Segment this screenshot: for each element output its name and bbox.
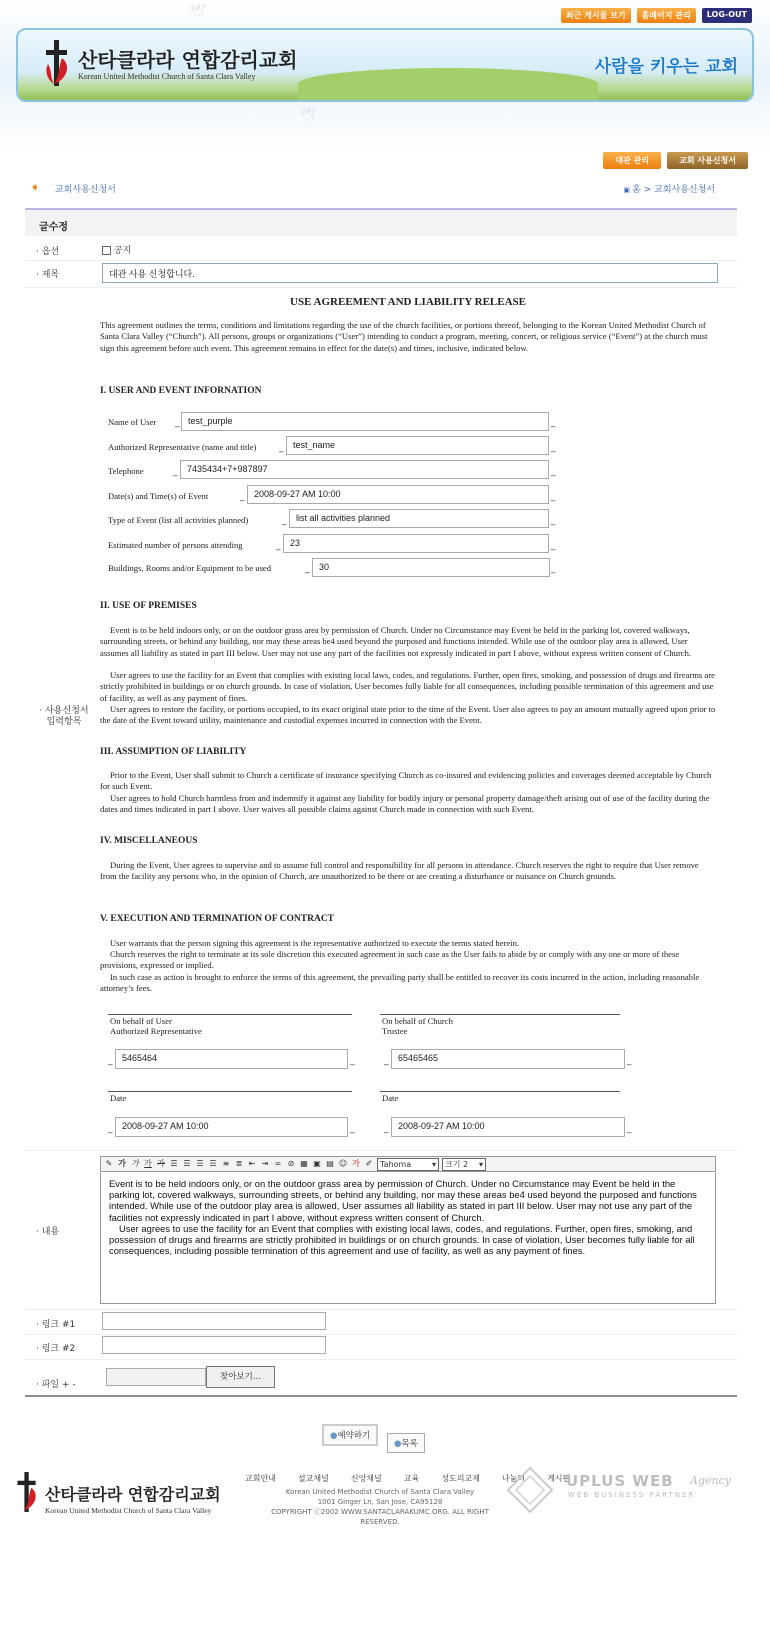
section-1-heading: I. USER AND EVENT INFORNATION [100,386,262,396]
site-admin-button[interactable]: 홈페이지 관리 [637,8,696,23]
align-justify-icon[interactable]: ☰ [209,1159,217,1168]
dash: _ [279,443,284,453]
footer-copyright: COPYRIGHT ⓒ2002 WWW.SANTACLARAKUMC.ORG. ALL RIGHT RESERVED. [271,1508,489,1526]
church-signature-input[interactable]: 65465465 [391,1049,625,1069]
church-name-en: Korean United Methodist Church of Santa Clara Valley [78,72,256,81]
field-label-rep: Authorized Representative (name and title) [108,442,257,452]
section-5-heading: V. EXECUTION AND TERMINATION OF CONTRACT [100,914,335,924]
option-label: · 옵션 [36,247,60,257]
uplus-brand[interactable]: UPLUS WEB [566,1472,674,1490]
bullet-icon: ● [330,1431,338,1441]
bullet-list-icon[interactable]: ≣ [235,1159,243,1168]
media-icon[interactable]: ▤ [326,1159,334,1168]
dash: _ [240,492,245,502]
logout-button[interactable]: LOG-OUT [702,8,752,23]
divider [25,1334,737,1335]
chevron-down-icon: ▾ [478,1159,483,1169]
dash: _ [108,1124,113,1134]
notice-checkbox[interactable] [102,246,111,255]
section-3-heading: III. ASSUMPTION OF LIABILITY [100,747,247,757]
dash: _ [305,564,310,574]
agreement-title: USE AGREEMENT AND LIABILITY RELEASE [290,296,526,308]
image-icon[interactable]: ▣ [313,1159,321,1168]
font-select-value: Tahoma [380,1159,412,1169]
uplus-agency: Agency [690,1474,731,1487]
notice-option[interactable] [102,243,131,256]
dash: _ [384,1056,389,1066]
reserve-button-label: 예약하기 [337,1431,371,1441]
footer-link[interactable]: 게시판 [547,1474,571,1483]
representative-input[interactable]: test_name [286,436,549,455]
dash: _ [551,443,556,453]
file-label: · 파일 + - [36,1380,76,1390]
pencil-icon[interactable]: ✎ [105,1159,113,1168]
content-label: · 내용 [36,1227,60,1237]
footer-church-name-en: Korean United Methodist Church of Santa Clara Valley [45,1506,212,1515]
slogan: 사람을 키우는 교회 [594,57,738,77]
section-3-para-1: Prior to the Event, User shall submit to Church a certificate of insurance specifying Church as co-insured and evidencing policies and coverages deemed acceptable by Church for such Event. [100,770,712,792]
dash: _ [551,564,556,574]
size-select-value: 크기 2 [445,1159,469,1169]
footer-link[interactable]: 교육 [403,1474,420,1483]
dash: _ [627,1124,632,1134]
divider [25,1359,737,1360]
footer-link[interactable]: 성도의교제 [441,1474,480,1483]
breadcrumb-path[interactable] [623,182,715,195]
agreement-fields-label: · 사용신청서 입력항목 [39,706,89,727]
methodist-cross-flame-icon [42,38,72,88]
dove-icon: 🕊 [300,108,317,123]
dash: _ [276,541,281,551]
footer-link[interactable]: 설교채널 [297,1474,329,1483]
link1-label: · 링크 #1 [36,1320,76,1330]
footer-addr-line-2: 1001 Ginger Ln, San Jose, CA95128 [317,1498,443,1506]
sig-user-line-1: On behalf of User [110,1016,172,1026]
date-church-label: Date [382,1093,399,1103]
underline-icon[interactable]: 가 [144,1159,152,1168]
outdent-icon[interactable]: ⇤ [248,1159,256,1168]
browse-button[interactable]: 찾아보기... [206,1366,275,1388]
section-5-para-3: In such case as action is brought to enforce the terms of this agreement, the prevailing party shall be entitled to recover its costs incurred in the action, including reasonable attorney’s fees. [100,972,700,994]
footer-link[interactable]: 신앙채널 [350,1474,382,1483]
section-4-heading: IV. MISCELLANEOUS [100,836,198,846]
date-line-user [108,1091,352,1092]
font-color-icon[interactable]: 가 [352,1159,360,1168]
title-label: · 제목 [36,270,60,280]
user-signature-input[interactable]: 5465464 [115,1049,348,1069]
signature-user-label [110,1016,202,1036]
telephone-input[interactable]: 7435434+7+987897 [180,460,549,479]
footer-addr-line-1: Korean United Methodist Church of Santa Clara Valley [285,1488,475,1496]
section-4-para-1: During the Event, User agrees to supervise and to assume full control and responsibility for all persons in attendance. Church reserves the right to require that User remove from the facility any persons who, in the opinion of Church, are unauthorized to be there or are creating a disturbance or nuisance on Church grounds. [100,860,699,882]
divider [25,1150,737,1151]
user-name-input[interactable]: test_purple [181,412,549,431]
section-2-para-3: User agrees to restore the facility, or portions occupied, to its exact original state prior to the time of the Event. User also agrees to pay an amount mutually agreed upon prior to the date of the Event toward utility, maintenance and custodial expenses incurred in connection with the Event. [100,704,716,726]
divider [25,1309,737,1310]
font-select[interactable] [377,1158,439,1171]
sig-church-line-2: Trustee [382,1026,408,1036]
content-editor[interactable] [100,1173,716,1304]
field-label-name: Name of User [108,417,157,427]
section-2-para-1: Event is to be held indoors only, or on the outdoor grass area by permission of Church. Under no Circumstance may Event be held in the parking lot, covered walkways, surrounding streets, or behind any building, nor may these areas be4 used beyond the purposed and functions intended. While use of the outdoor play area is allowed, User assumes all liability as stated in part III below. User may not use any part of the facilities not expressly indicated in part I above, without express written consent of Church. [100,625,692,658]
sub-buttons [603,152,748,169]
persons-input[interactable]: 23 [283,534,549,553]
list-button-label: 목록 [401,1439,418,1449]
section-2-heading: II. USE OF PREMISES [100,601,197,611]
field-label-date: Date(s) and Time(s) of Event [108,491,209,501]
reserve-button[interactable] [322,1424,378,1446]
chevron-down-icon: ▾ [431,1159,436,1169]
dash: _ [350,1124,355,1134]
sig-church-line-1: On behalf of Church [382,1016,453,1026]
dash: _ [551,541,556,551]
event-date-input[interactable]: 2008-09-27 AM 10:00 [247,485,549,504]
form-header [25,208,737,236]
list-button[interactable] [387,1433,425,1453]
field-label-persons: Estimated number of persons attending [108,540,243,550]
footer-address [260,1487,500,1527]
link2-label: · 링크 #2 [36,1344,76,1354]
editor-toolbar [100,1156,716,1172]
align-left-icon[interactable]: ☰ [170,1159,178,1168]
hill-decoration [298,68,598,100]
dash: _ [173,467,178,477]
section-5-para-2: Church reserves the right to terminate at its sole discretion this executed agreement in such case as the User fails to abide by or comply with any one or more of these provisions, expressed or implied. [100,949,680,971]
unlink-icon[interactable]: ⊘ [287,1159,295,1168]
methodist-cross-flame-icon [14,1470,40,1514]
event-type-input[interactable]: list all activities planned [289,509,549,528]
italic-icon[interactable]: 가 [131,1159,139,1168]
dash: _ [175,418,180,428]
church-date-input[interactable]: 2008-09-27 AM 10:00 [391,1117,625,1137]
sig-user-line-2: Authorized Representative [110,1026,202,1036]
church-application-button[interactable]: 교회 사용신청서 [667,152,748,169]
form-header-title: 글수정 [39,222,68,233]
ordered-list-icon[interactable]: ≡ [222,1159,230,1168]
signature-church-label [382,1016,453,1036]
dash: _ [384,1124,389,1134]
agreement-intro: This agreement outlines the terms, conditions and limitations regarding the use of the church facilities, or portions thereof, belonging to the Korean United Methodist Church of Santa Clara Valley (“Church”). All persons, groups or organizations (“User”) intending to conduct a program, meeting, concert, or religious service (“Event”) at the church must sign this agreement before such event. This agreement remains in effect for the date(s) and times, inclusive, indicated below. [100,320,708,353]
link1-input[interactable] [102,1312,326,1330]
dash: _ [551,516,556,526]
field-label-buildings: Buildings, Rooms and/or Equipment to be used [108,563,272,573]
bold-icon[interactable]: 가 [118,1159,126,1168]
page-title: 교회사용신청서 [55,185,116,195]
breadcrumb [25,180,745,200]
form-bottom-border [25,1395,737,1397]
editor-paragraph-2: User agrees to use the facility for an Event that complies with existing local laws, codes, and regulations. Further, open fires, smoking, and possession of drugs and firearms are strictly prohibited in buildings or on church grounds. In case of violation, User becomes fully liable for all consequences, including possible termination of this agreement and use of facility, as well as any payment of fines. [109,1222,695,1257]
footer-church-name-ko: 산타클라라 연합감리교회 [45,1485,221,1504]
dash: _ [282,516,287,526]
home-icon: ▣ [623,186,633,194]
section-5-para-1: User warrants that the person signing this agreement is the representative authorized to execute the terms stated herein. [110,938,520,948]
indent-icon[interactable]: ⇥ [261,1159,269,1168]
dove-icon: 🕊 [190,4,207,19]
header-banner [16,28,754,102]
align-center-icon[interactable]: ☰ [183,1159,191,1168]
notice-label: 공지 [113,246,132,256]
uplus-emblem-icon [506,1466,554,1514]
section-3-para-2: User agrees to hold Church harmless from and indemnify it against any liability for bodily injury or personal property damage/theft arising out of use of the facility during the dates and times indicated in part I above. User waives all possible claims against Church made in connection with such Event. [100,793,710,815]
link2-input[interactable] [102,1336,326,1354]
editor-paragraph-1: Event is to be held indoors only, or on the outdoor grass area by permission of Church. Under no Circumstance may Event be held in the parking lot, covered walkways, surrounding streets, or behind any building, nor may these areas be4 used beyond the purposed and functions intended. While use of the outdoor play area is allowed, User assumes all liability as stated in part III below. User may not use any part of the facilities not expressly indicated in part I above, without express written consent of Church. [109,1178,697,1223]
church-name-ko[interactable]: 산타클라라 연합감리교회 [78,48,298,72]
field-label-type: Type of Event (list all activities planned) [108,515,249,525]
date-line-church [380,1091,620,1092]
field-label-telephone: Telephone [108,466,144,476]
link-icon[interactable]: ∞ [274,1159,282,1168]
arrow-right-icon: ➧ [30,180,41,194]
top-links [561,8,752,23]
dash: _ [108,1056,113,1066]
user-date-input[interactable]: 2008-09-27 AM 10:00 [115,1117,348,1137]
emoticon-icon[interactable]: ☺ [338,1159,348,1168]
strike-icon[interactable]: 가 [157,1159,165,1168]
buildings-input[interactable]: 30 [312,558,550,577]
dash: _ [551,492,556,502]
recent-posts-button[interactable]: 최근 게시물 보기 [561,8,631,23]
dash: _ [551,418,556,428]
size-select[interactable] [442,1158,486,1171]
signature-line-church [380,1014,620,1015]
table-icon[interactable]: ▦ [300,1159,308,1168]
rental-admin-button[interactable]: 대관 관리 [603,152,661,169]
file-path-input[interactable] [106,1368,206,1386]
align-right-icon[interactable]: ☰ [196,1159,204,1168]
bullet-icon: ● [394,1439,402,1449]
signature-line-user [108,1014,352,1015]
title-input[interactable]: 대관 사용 신청합니다. [102,263,718,283]
dash: _ [350,1056,355,1066]
divider [25,260,737,261]
footer-link[interactable]: 나눔터 [501,1474,526,1483]
highlight-icon[interactable]: ✐ [365,1159,373,1168]
uplus-tagline: WEB BUSINESS PARTNER [568,1491,696,1499]
dash: _ [627,1056,632,1066]
date-user-label: Date [110,1093,127,1103]
section-2-para-2: User agrees to use the facility for an Event that complies with existing local laws, codes, and regulations. Further, open fires, smoking, and possession of drugs and firearms are strictly prohibited in buildings or on church grounds. In case of violation, User becomes fully liable for all consequences, including possible termination of this agreement and use of facility, as well as any payment of fines. [100,670,715,703]
footer-link[interactable]: 교회안내 [245,1474,276,1483]
breadcrumb-path-text: 홈 > 교회사용신청서 [632,185,715,195]
divider [25,287,737,288]
dash: _ [551,467,556,477]
